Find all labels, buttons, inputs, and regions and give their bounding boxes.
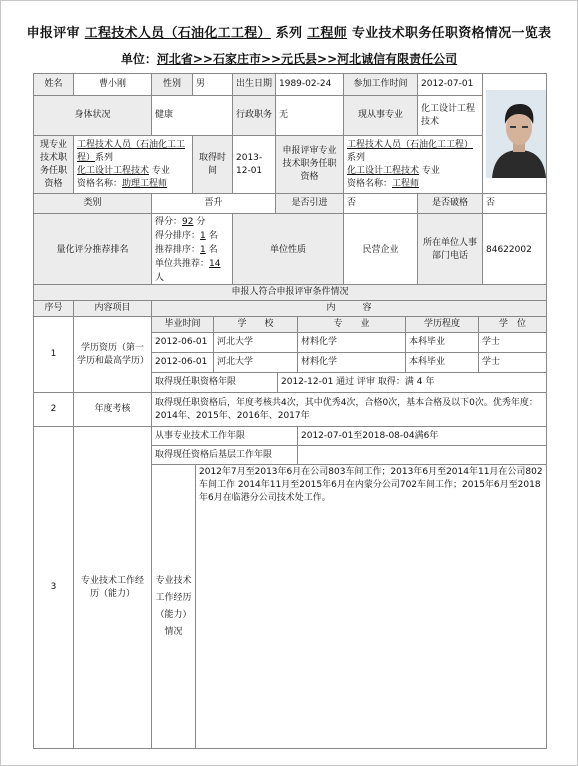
annual-text: 取得现任职资格后，年度考核共4次，其中优秀4次，合格0次，基本合格及以下0次。优秀年度：2014年、2015年、2016年、2017年 <box>152 393 547 427</box>
score-rank-unit: 名 <box>208 231 218 241</box>
work-start-label: 参加工作时间 <box>344 74 418 96</box>
unit-nature-label: 单位性质 <box>233 214 344 287</box>
unit-value: 河北省>>石家庄市>>元氏县>>河北诚信有限责任公司 <box>156 52 458 66</box>
score-unit: 分 <box>196 217 206 227</box>
grassroots-years-label: 取得现任资格后基层工作年限 <box>152 446 298 465</box>
experience-item: 专业技术工作经历（能力） <box>74 427 152 749</box>
category-value: 晋升 <box>152 194 276 214</box>
edu-header-level: 学历程度 <box>406 317 479 333</box>
apply-name: 工程师 <box>392 178 420 189</box>
conditions-table <box>33 284 547 749</box>
apply-qualification-value <box>344 136 483 194</box>
recommend-rank-label: 推荐排序： <box>155 245 201 255</box>
gender-value: 男 <box>193 74 233 96</box>
annual-no: 2 <box>34 393 74 427</box>
edu-row-school: 河北大学 <box>214 353 298 373</box>
quantitative-label: 量化评分推荐排名 <box>34 214 152 287</box>
gender-label: 性别 <box>152 74 193 96</box>
edu-row-grad-time: 2012-06-01 <box>152 333 214 353</box>
col-item-header: 内容项目 <box>74 301 152 317</box>
unit-total-unit: 人 <box>155 273 165 283</box>
waived-label: 是否破格 <box>418 194 483 214</box>
current-work-value: 化工设计工程技术 <box>418 96 483 136</box>
apply-major-suffix: 专业 <box>421 165 440 176</box>
category-label: 类别 <box>34 194 152 214</box>
conditions-section-title: 申报人符合申报评审条件情况 <box>34 285 547 301</box>
apply-name-label: 资格名称： <box>347 178 393 189</box>
edu-years-value: 2012-12-01 通过 评审 取得：满 4 年 <box>278 373 547 393</box>
experience-no: 3 <box>34 427 74 749</box>
personal-info-table <box>33 73 547 287</box>
applicant-photo <box>486 90 547 178</box>
score-rank-label: 得分排序： <box>155 231 201 241</box>
annual-item: 年度考核 <box>74 393 152 427</box>
edu-header-degree: 学 位 <box>479 317 547 333</box>
title-prefix: 申报评审 <box>26 26 80 41</box>
grassroots-years-value <box>298 446 547 465</box>
edu-row-major: 材料化学 <box>298 353 406 373</box>
unit-nature-value: 民营企业 <box>344 214 418 287</box>
photo-cell <box>483 74 547 194</box>
edu-row-level: 本科毕业 <box>406 353 479 373</box>
apply-series-suffix: 系列 <box>347 152 366 163</box>
title-suffix: 专业技术职务任职资格情况一览表 <box>351 26 552 41</box>
title-rank: 工程师 <box>307 26 348 41</box>
current-qual-name: 助理工程师 <box>122 178 168 189</box>
edu-header-school: 学 校 <box>214 317 298 333</box>
admin-value: 无 <box>276 96 344 136</box>
name-value: 曹小刚 <box>74 74 152 96</box>
applicant-photo-image <box>486 90 547 178</box>
score-label: 得分： <box>155 217 183 227</box>
edu-row-school: 河北大学 <box>214 333 298 353</box>
unit-total-value: 14 <box>209 259 221 269</box>
health-label: 身体状况 <box>34 96 152 136</box>
experience-years-label: 从事专业技术工作年限 <box>152 427 298 446</box>
current-qual-major: 化工设计工程技术 <box>77 165 150 176</box>
title-mid: 系列 <box>275 26 303 41</box>
edu-no: 1 <box>34 317 74 393</box>
work-start-value: 2012-07-01 <box>418 74 483 96</box>
experience-text: 2012年7月至2013年6月在公司803车间工作；2013年6月至2014年11月在公司802车间工作 2014年11月至2015年6月在内蒙分公司702车间工作；2015年6月至2018年6月在临港分公司技术处工作。 <box>196 465 547 749</box>
recommend-rank-value: 1 <box>200 245 206 255</box>
quantitative-values <box>152 214 233 287</box>
introduced-label: 是否引进 <box>276 194 344 214</box>
score-rank-value: 1 <box>200 231 206 241</box>
apply-major: 化工设计工程技术 <box>347 165 420 176</box>
edu-item: 学历资历（第一学历和最高学历） <box>74 317 152 393</box>
introduced-value: 否 <box>344 194 418 214</box>
current-qual-series: 工程技术人员（石油化工工程） <box>77 139 186 163</box>
recommend-rank-unit: 名 <box>208 245 218 255</box>
score-value: 92 <box>182 217 194 227</box>
edu-row-level: 本科毕业 <box>406 333 479 353</box>
admin-label: 行政职务 <box>233 96 276 136</box>
obtain-label: 取得时间 <box>193 136 233 194</box>
current-work-label: 现从事专业 <box>344 96 418 136</box>
page-title <box>0 22 578 41</box>
edu-row-degree: 学士 <box>479 333 547 353</box>
current-qual-name-label: 资格名称： <box>77 178 123 189</box>
title-series: 工程技术人员（石油化工工程） <box>84 26 271 41</box>
birth-value: 1989-02-24 <box>276 74 344 96</box>
edu-row-grad-time: 2012-06-01 <box>152 353 214 373</box>
col-content-header: 内 容 <box>152 301 547 317</box>
edu-header-major: 专 业 <box>298 317 406 333</box>
waived-value: 否 <box>483 194 547 214</box>
apply-qualification-label: 申报评审专业技术职务任职资格 <box>276 136 344 194</box>
current-qual-major-suffix: 专业 <box>151 165 170 176</box>
birth-label: 出生日期 <box>233 74 276 96</box>
name-label: 姓名 <box>34 74 74 96</box>
current-qualification-value <box>74 136 193 194</box>
unit-total-label: 单位共推荐： <box>155 259 210 269</box>
health-value: 健康 <box>152 96 233 136</box>
current-qual-series-suffix: 系列 <box>95 152 114 163</box>
current-qualification-label: 现专业技术职务任职资格 <box>34 136 74 194</box>
hr-phone-value: 84622002 <box>483 214 547 287</box>
edu-row-degree: 学士 <box>479 353 547 373</box>
unit-label: 单位： <box>120 52 157 66</box>
unit-line <box>0 50 578 67</box>
obtain-value: 2013-12-01 <box>233 136 276 194</box>
experience-years-value: 2012-07-01至2018-08-04满6年 <box>298 427 547 446</box>
hr-phone-label: 所在单位人事部门电话 <box>418 214 483 287</box>
experience-sub-label: 专业技术工作经历（能力）情况 <box>152 465 196 749</box>
col-no-header: 序号 <box>34 301 74 317</box>
apply-series: 工程技术人员（石油化工工程） <box>347 139 474 150</box>
edu-row-major: 材料化学 <box>298 333 406 353</box>
edu-years-label: 取得现任职资格年限 <box>152 373 278 393</box>
edu-header-grad-time: 毕业时间 <box>152 317 214 333</box>
